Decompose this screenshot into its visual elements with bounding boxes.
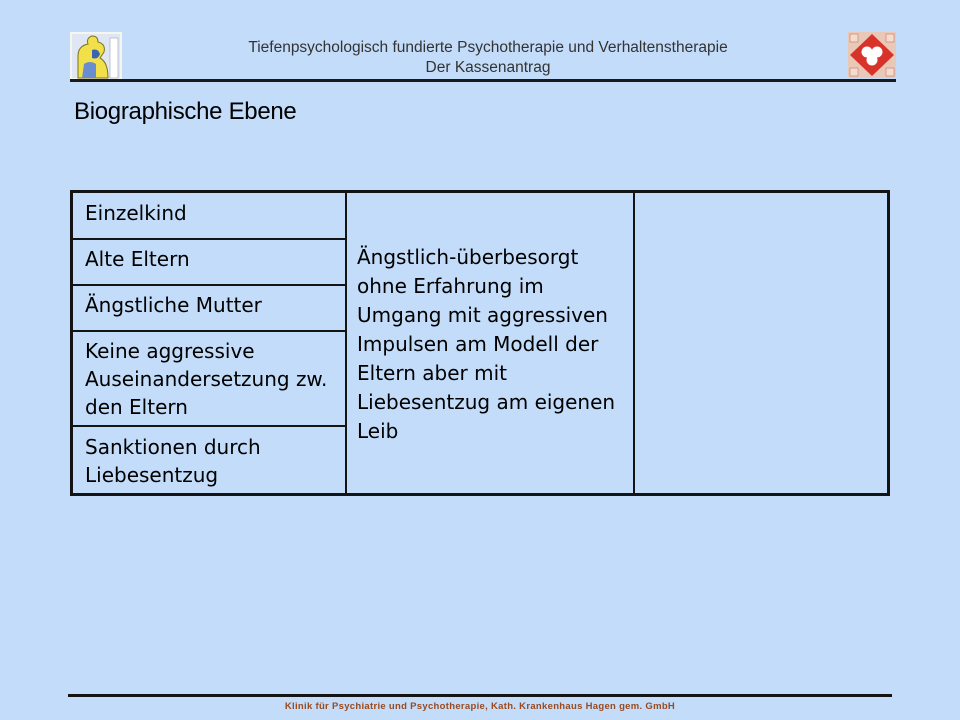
header-subtitle-line-2: Der Kassenantrag xyxy=(425,59,551,76)
presentation-header xyxy=(130,38,846,78)
table-row-label: Ängstliche Mutter xyxy=(85,293,262,317)
table-middle-cell: Ängstlich-überbesorgt ohne Erfahrung im Umgang mit aggressiven Impulsen am Modell der Eltern aber mit Liebesentzug am eigenen Leib xyxy=(357,245,616,443)
row-divider xyxy=(73,284,345,286)
header-divider xyxy=(70,79,896,82)
puzzle-person-logo-icon xyxy=(70,32,122,80)
table-column-divider-2 xyxy=(633,193,635,493)
footer-institution: Klinik für Psychiatrie und Psychotherapie, Kath. Krankenhaus Hagen gem. GmbH xyxy=(284,701,676,712)
table-row-label: Keine aggressive Auseinandersetzung zw. den Eltern xyxy=(85,339,328,419)
row-divider xyxy=(73,238,345,240)
page-title: Biographische Ebene xyxy=(74,98,297,125)
table-row-label: Alte Eltern xyxy=(85,247,190,271)
clinic-cross-logo-icon xyxy=(848,32,896,78)
row-divider xyxy=(73,425,345,427)
row-divider xyxy=(73,330,345,332)
header-subtitle-line-1: Tiefenpsychologisch fundierte Psychotherapie und Verhaltenstherapie xyxy=(248,39,728,56)
table-left-column xyxy=(73,193,345,493)
table-row-label: Einzelkind xyxy=(85,201,187,225)
footer-divider xyxy=(68,694,892,697)
biography-table xyxy=(70,190,890,496)
table-row-label: Sanktionen durch Liebesentzug xyxy=(85,435,261,487)
